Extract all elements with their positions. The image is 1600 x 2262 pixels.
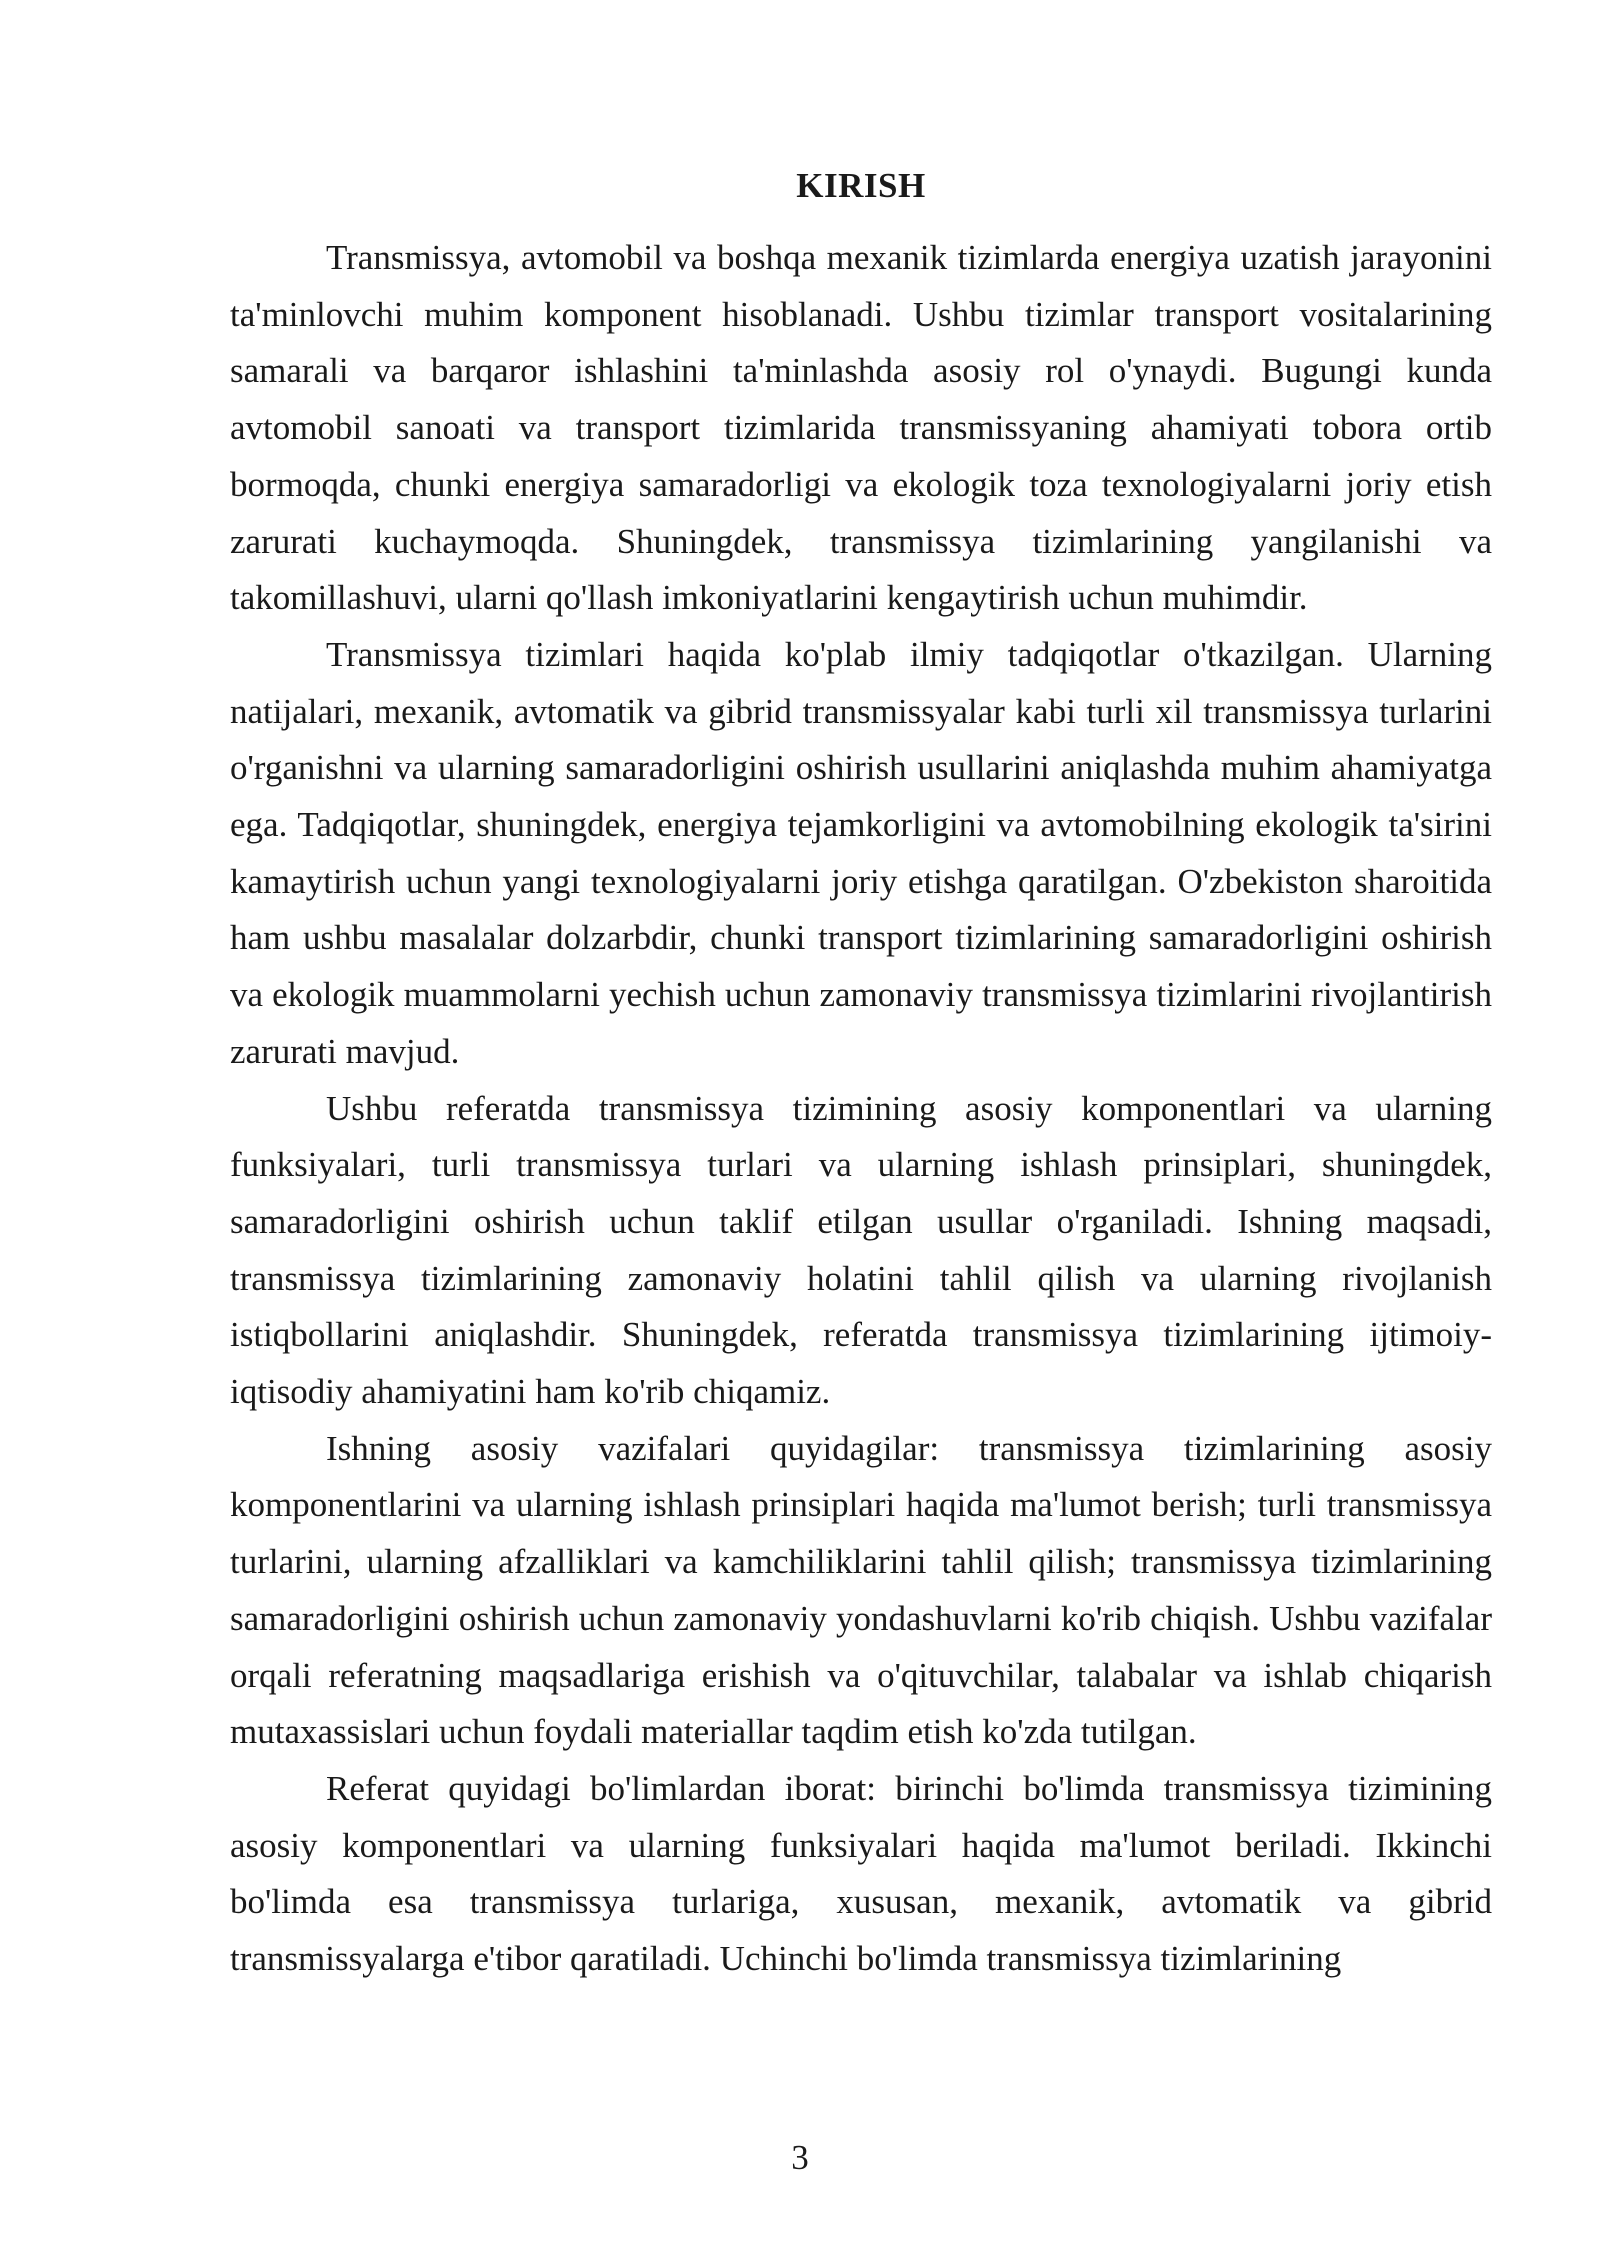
page-content — [230, 162, 1492, 1988]
paragraph-5: Referat quyidagi bo'limlardan iborat: birinchi bo'limda transmissya tizimining asosiy komponentlari va ularning funksiyalari haqida ma'lumot beriladi. Ikkinchi bo'limda esa transmissya turlariga, xususan, mexanik, avtomatik va gibrid transmissyalarga e'tibor qaratiladi. Uchinchi bo'limda transmissya tizimlarining — [230, 1768, 1492, 1979]
section-title: KIRISH — [796, 166, 926, 205]
paragraph-1: Transmissya, avtomobil va boshqa mexanik tizimlarda energiya uzatish jarayonini ta'minlovchi muhim komponent hisoblanadi. Ushbu tizimlar transport vositalarining samarali va barqaror ishlashini ta'minlashda asosiy rol o'ynaydi. Bugungi kunda avtomobil sanoati va transport tizimlarida transmissyaning ahamiyati tobora ortib bormoqda, chunki energiya samaradorligi va ekologik toza texnologiyalarni joriy etish zarurati kuchaymoqda. Shuningdek, transmissya tizimlarining yangilanishi va takomillashuvi, ularni qo'llash imkoniyatlarini kengaytirish uchun muhimdir. — [230, 238, 1492, 618]
paragraph-2: Transmissya tizimlari haqida ko'plab ilmiy tadqiqotlar o'tkazilgan. Ularning natijalari, mexanik, avtomatik va gibrid transmissyalar kabi turli xil transmissya turlarini o'rganishni va ularning samaradorligini oshirish usullarini aniqlashda muhim ahamiyatga ega. Tadqiqotlar, shuningdek, energiya tejamkorligini va avtomobilning ekologik ta'sirini kamaytirish uchun yangi texnologiyalarni joriy etishga qaratilgan. O'zbekiston sharoitida ham ushbu masalalar dolzarbdir, chunki transport tizimlarining samaradorligini oshirish va ekologik muammolarni yechish uchun zamonaviy transmissya tizimlarini rivojlantirish zarurati mavjud. — [230, 634, 1492, 1071]
paragraph-4: Ishning asosiy vazifalari quyidagilar: transmissya tizimlarining asosiy komponentlarini va ularning ishlash prinsiplari haqida ma'lumot berish; turli transmissya turlarini, ularning afzalliklari va kamchiliklarini tahlil qilish; transmissya tizimlarining samaradorligini oshirish uchun zamonaviy yondashuvlarni ko'rib chiqish. Ushbu vazifalar orqali referatning maqsadlariga erishish va o'qituvchilar, talabalar va ishlab chiqarish mutaxassislari uchun foydali materiallar taqdim etish ko'zda tutilgan. — [230, 1428, 1492, 1752]
paragraph-3: Ushbu referatda transmissya tizimining asosiy komponentlari va ularning funksiyalari, turli transmissya turlari va ularning ishlash prinsiplari, shuningdek, samaradorligini oshirish uchun taklif etilgan usullar o'rganiladi. Ishning maqsadi, transmissya tizimlarining zamonaviy holatini tahlil qilish va ularning rivojlanish istiqbollarini aniqlashdir. Shuningdek, referatda transmissya tizimlarining ijtimoiy-iqtisodiy ahamiyatini ham ko'rib chiqamiz. — [230, 1088, 1492, 1412]
page-number: 3 — [791, 2138, 809, 2177]
